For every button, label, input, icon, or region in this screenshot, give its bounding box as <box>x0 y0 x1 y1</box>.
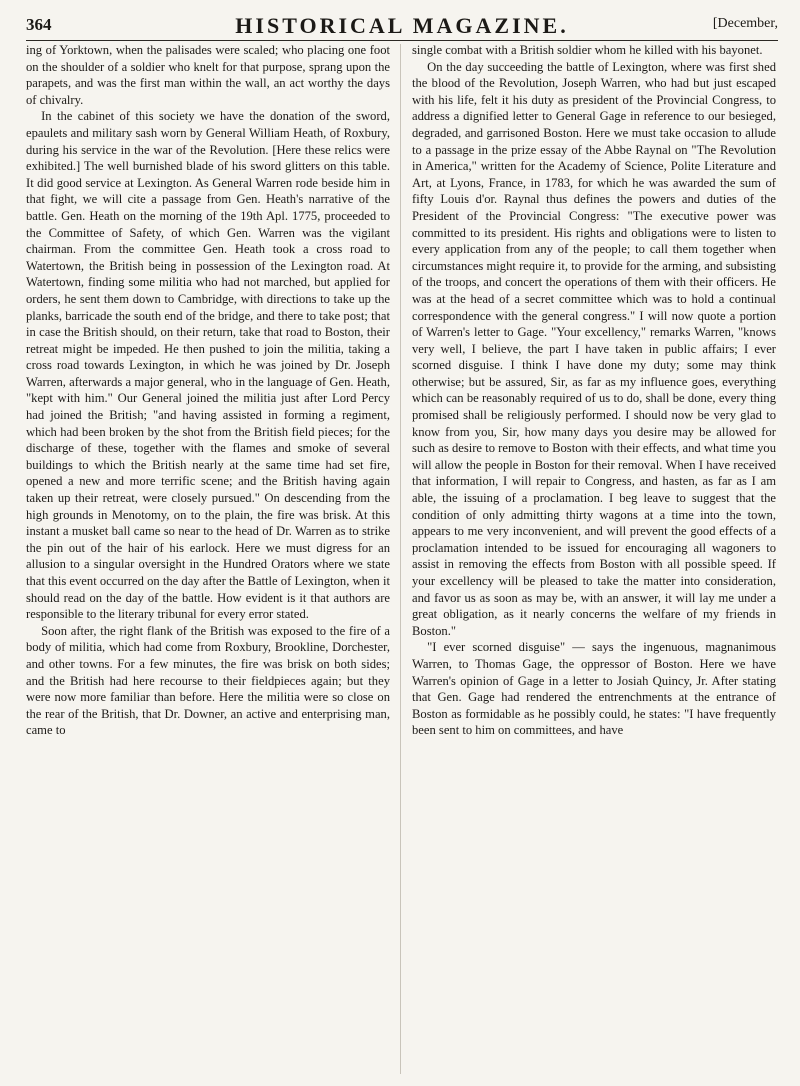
running-title: HISTORICAL MAGAZINE. <box>235 13 569 38</box>
paragraph: ing of Yorktown, when the palisades were scaled; who placing one foot on the shoulder of a soldier who knelt for that purpose, sprang upon the parapets, and was the first man within the wall, an act worthy the days of chivalry. <box>26 43 390 107</box>
paragraph: Soon after, the right flank of the British was exposed to the fire of a body of militia, which had come from Roxbury, Brookline, Dorchester, and other towns. For a few minutes, the fire was brisk on both sides; and the British had here recourse to their fieldpieces again; but they were now more familiar than before. Here the militia were so close on the rear of the British, that Dr. Downer, an active and enterprising man, came to <box>26 623 390 738</box>
issue-month: [December, <box>712 16 778 31</box>
left-column <box>26 42 390 1078</box>
column-divider <box>400 44 401 1074</box>
paragraph: On the day succeeding the battle of Lexington, where was first shed the blood of the Revolution, Joseph Warren, who had but just escaped with his life, felt it his duty as president of the Provincial Congress, to address a dignified letter to General Gage in reference to our besieged, degraded, and garrisoned Boston. Here we must take occasion to allude to a passage in the prize essay of the Abbe Raynal on "The Revolution in America," written for the Academy of Science, Polite Literature and Art, at Lyons, France, in 1783, for which he was awarded the sum of fifty Louis d'or. Raynal thus defines the powers and duties of the President of the Provincial Congress: "The executive power was committed to its president. His rights and obligations were to listen to every application from any of the people; to call them together when circumstances might require it, to provide for the arming, and subsisting of the troops, and concert the operations of them with their officers. He was at the head of a secret committee which was to hold a continual correspondence with the general congress." I will now quote a portion of Warren's letter to Gage. "Your excellency," remarks Warren, "knows very well, I believe, the part I have taken in public affairs; I ever scorned disguise. I think I have done my duty; some may think otherwise; but be assured, Sir, as far as my influence goes, everything which can be reasonably required of us to do, shall be done, every thing promised shall be religiously performed. I should now be very glad to know from you, Sir, how many days you desire may be allowed for such as desire to remove to Boston with their effects, and what time you will allow the people in Boston for their removal. When I have received that information, I will repair to Congress, and hasten, as far as I am able, the issuing of a proclamation. I beg leave to suggest that the condition of only admitting thirty wagons at a time into the town, appears to me very inconvenient, and will prevent the good effects of a proclamation intended to be issued for encouraging all wagoners to assist in removing the effects from Boston with all possible speed. If your excellency will be pleased to take the matter into consideration, and favor us as soon as may be, with an answer, it will lay me under a great obligation, as it nearly concerns the welfare of my friends in Boston." <box>412 59 776 638</box>
right-column <box>412 42 776 1078</box>
paragraph: single combat with a British soldier whom he killed with his bayonet. <box>412 43 763 57</box>
paragraph: In the cabinet of this society we have the donation of the sword, epaulets and military sash worn by General William Heath, of Roxbury, during his service in the war of the Revolution. [Here these relics were exhibited.] The well burnished blade of his sword glitters on this table. It did good service at Lexington. As General Warren rode beside him in that fight, we will cite a passage from Gen. Heath's narrative of the battle. Gen. Heath on the morning of the 19th Apl. 1775, proceeded to the Committee of Safety, of which Gen. Warren was the vigilant chairman. From the committee Gen. Heath took a cross road to Watertown, the British being in possession of the Lexington road. At Watertown, finding some militia who had not marched, but applied for orders, he sent them down to Cambridge, with directions to take up the planks, barricade the south end of the bridge, and there to take post; that in case the British should, on their return, take that road to Boston, their retreat might be impeded. He then pushed to join the militia, taking a cross road towards Lexington, in which he was joined by Dr. Joseph Warren, afterwards a major general, who in the language of Gen. Heath, "kept with him." Our General joined the militia just after Lord Percy had joined the British; "and having assisted in forming a regiment, which had been broken by the shot from the British field pieces; for the discharge of these, together with the flames and smoke of several buildings to which the British nearly at the same time had set fire, opened a new and more terrific scene; and the British having again taken up their retreat, were closely pursued." On descending from the high grounds in Menotomy, on to the plain, the fire was brisk. At this instant a musket ball came so near to the head of Dr. Warren as to strike the pin out of the hair of his earlock. Here we must digress for an allusion to a singular oversight in the Hundred Orators where we state that this event occurred on the day after the Battle of Lexington, when it should read on the day of the battle. How evident is it that authors are responsible to the literary tribunal for every error stated. <box>26 109 390 622</box>
page-number: 364 <box>26 15 52 34</box>
paragraph: "I ever scorned disguise" — says the ingenuous, magnanimous Warren, to Thomas Gage, the oppressor of Boston. Here we have Warren's opinion of Gage in a letter to Josiah Quincy, Jr. After stating that Gen. Gage had rendered the entrenchments at the entrance of Boston as formidable as he possibly could, he states: "I have frequently been sent to him on committees, and have <box>412 640 776 738</box>
page-header <box>26 10 778 41</box>
